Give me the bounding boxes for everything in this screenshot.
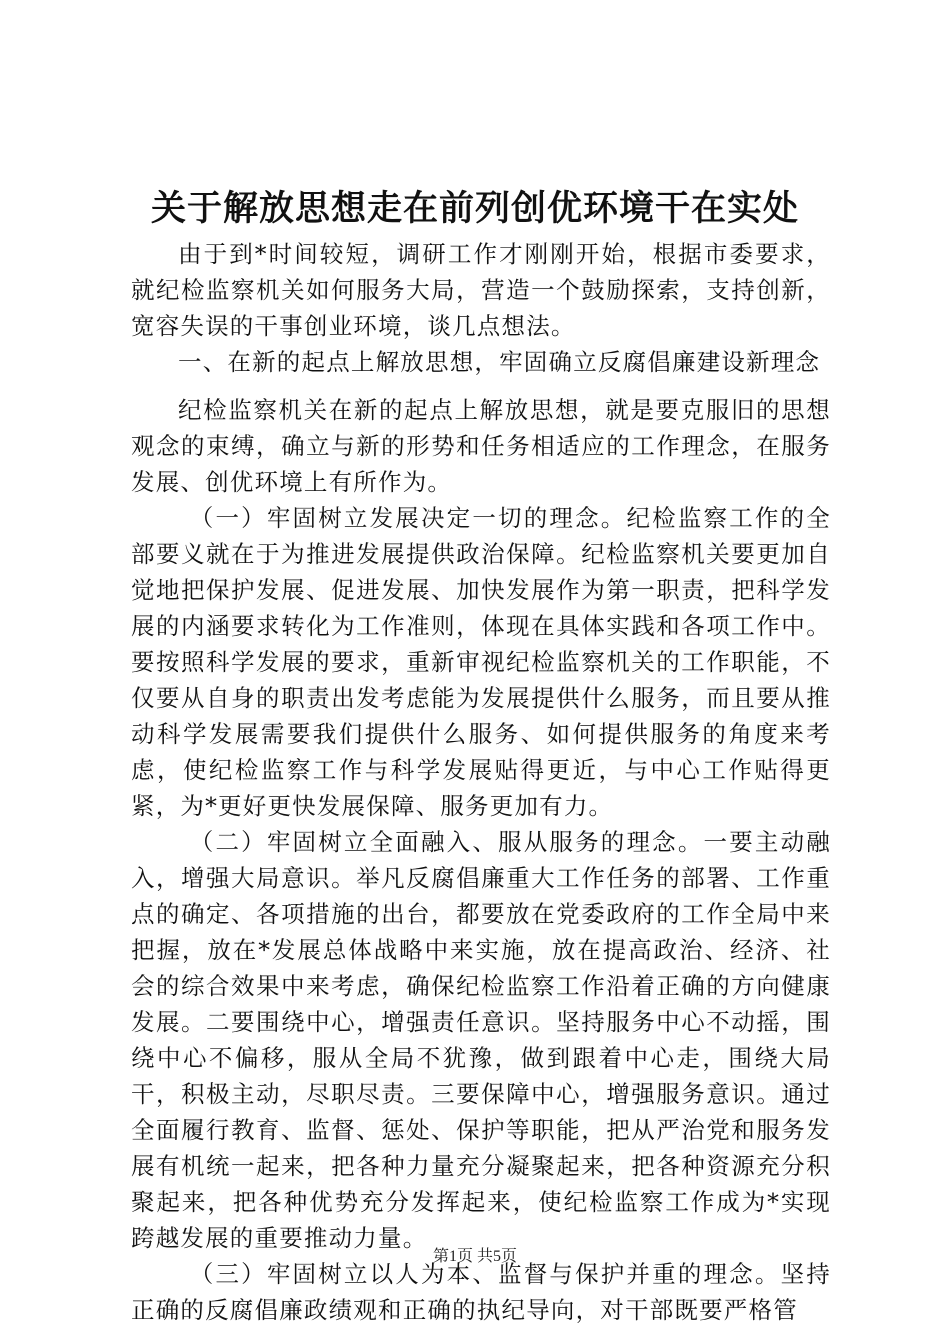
paragraph-item-3: （三）牢固树立以人为本、监督与保护并重的理念。坚持正确的反腐倡廉政绩观和正确的执纪导向，对干部既要严格管	[131, 1260, 831, 1324]
paragraph-item-2: （二）牢固树立全面融入、服从服务的理念。一要主动融入，增强大局意识。举凡反腐倡廉重大工作任务的部署、工作重点的确定、各项措施的出台，都要放在党委政府的工作全局中来把握，放在*发展总体战略中来实施，放在提高政治、经济、社会的综合效果中来考虑，确保纪检监察工作沿着正确的方向健康发展。二要围绕中心，增强责任意识。坚持服务中心不动摇，围绕中心不偏移，服从全局不犹豫，做到跟着中心走，围绕大局干，积极主动，尽职尽责。三要保障中心，增强服务意识。通过全面履行教育、监督、惩处、保护等职能，把从严治党和服务发展有机统一起来，把各种力量充分凝聚起来，把各种资源充分积聚起来，把各种优势充分发挥起来，使纪检监察工作成为*实现跨越发展的重要推动力量。	[131, 828, 831, 1252]
page-number-footer: 第1页 共5页	[432, 1248, 517, 1265]
paragraph-intro: 由于到*时间较短，调研工作才刚刚开始，根据市委要求，就纪检监察机关如何服务大局，营造一个鼓励探索，支持创新，宽容失误的干事创业环境，谈几点想法。	[131, 240, 831, 340]
paragraph-item-1: （一）牢固树立发展决定一切的理念。纪检监察工作的全部要义就在于为推进发展提供政治保障。纪检监察机关要更加自觉地把保护发展、促进发展、加快发展作为第一职责，把科学发展的内涵要求转化为工作准则，体现在具体实践和各项工作中。要按照科学发展的要求，重新审视纪检监察机关的工作职能，不仅要从自身的职责出发考虑能为发展提供什么服务，而且要从推动科学发展需要我们提供什么服务、如何提供服务的角度来考虑，使纪检监察工作与科学发展贴得更近，与中心工作贴得更紧，为*更好更快发展保障、服务更加有力。	[131, 504, 831, 820]
document-body	[131, 236, 831, 1328]
section-heading-1: 一、在新的起点上解放思想，牢固确立反腐倡廉建设新理念	[178, 348, 821, 376]
paragraph-section-1-intro: 纪检监察机关在新的起点上解放思想，就是要克服旧的思想观念的束缚，确立与新的形势和任务相适应的工作理念，在服务发展、创优环境上有所作为。	[131, 396, 831, 496]
document-title: 关于解放思想走在前列创优环境干在实处	[150, 188, 799, 229]
